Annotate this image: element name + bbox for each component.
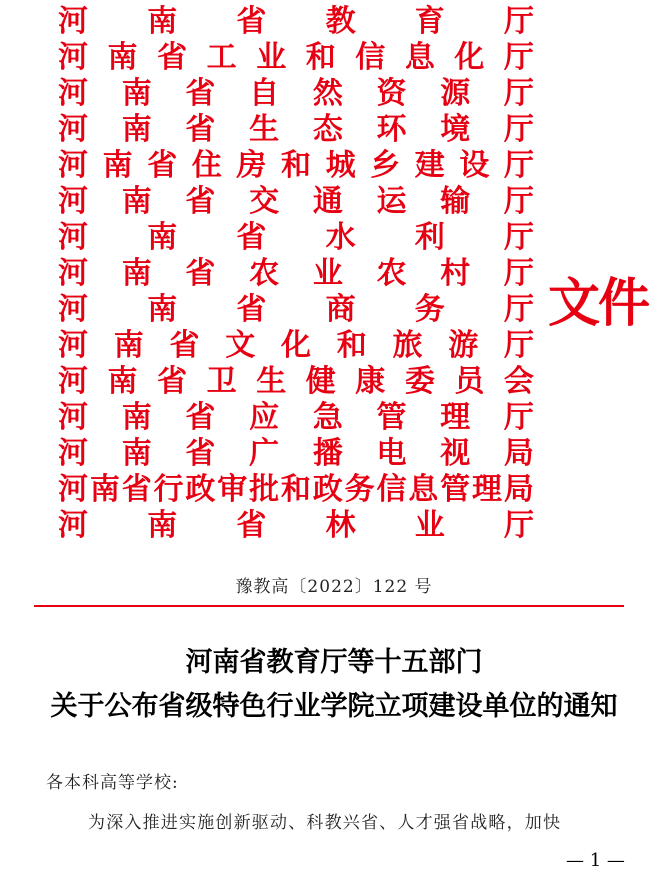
agency-name-char: 政 bbox=[185, 472, 216, 507]
agency-name-row bbox=[58, 77, 534, 111]
agency-name-char: 省 bbox=[121, 472, 152, 507]
agency-name-char: 管 bbox=[440, 472, 471, 507]
agency-name-row bbox=[58, 257, 534, 291]
agency-name-char: 厅 bbox=[503, 400, 534, 435]
agency-name-char: 厅 bbox=[504, 328, 534, 363]
agency-name-char: 省 bbox=[185, 436, 216, 471]
agency-name-char: 康 bbox=[355, 364, 386, 399]
agency-name-row bbox=[58, 473, 534, 507]
agency-name-char: 信 bbox=[376, 472, 407, 507]
agency-name-char: 业 bbox=[414, 508, 445, 543]
agency-name-char: 环 bbox=[376, 112, 407, 147]
agency-name-char: 南 bbox=[147, 508, 178, 543]
agency-name-char: 业 bbox=[312, 256, 343, 291]
agency-name-char: 厅 bbox=[503, 292, 534, 327]
agency-name-char: 行 bbox=[153, 472, 184, 507]
agency-name-char: 南 bbox=[147, 292, 178, 327]
agency-name-char: 旅 bbox=[392, 328, 423, 363]
agency-name-char: 源 bbox=[440, 76, 471, 111]
agency-name-char: 商 bbox=[325, 292, 356, 327]
agency-name-char: 生 bbox=[249, 112, 280, 147]
agency-name-char: 河 bbox=[58, 328, 88, 363]
agency-name-char: 省 bbox=[236, 220, 267, 255]
agency-name-char: 息 bbox=[404, 40, 435, 75]
agency-name-char: 设 bbox=[459, 148, 490, 183]
agency-name-char: 信 bbox=[355, 40, 386, 75]
red-divider-line bbox=[34, 605, 624, 607]
agency-name-char: 河 bbox=[58, 184, 88, 219]
agency-name-char: 南 bbox=[121, 256, 152, 291]
agency-name-char: 业 bbox=[256, 40, 287, 75]
agency-name-char: 南 bbox=[107, 364, 138, 399]
agency-name-char: 河 bbox=[58, 40, 88, 75]
agency-name-char: 境 bbox=[440, 112, 471, 147]
agency-name-char: 林 bbox=[325, 508, 356, 543]
agency-name-char: 省 bbox=[236, 292, 267, 327]
agency-name-row bbox=[58, 401, 534, 435]
agency-name-char: 建 bbox=[414, 148, 445, 183]
agency-name-char: 省 bbox=[185, 112, 216, 147]
document-number: 豫教高〔2022〕122 号 bbox=[235, 577, 433, 597]
agency-name-char: 利 bbox=[414, 220, 445, 255]
agency-name-char: 批 bbox=[249, 472, 280, 507]
agency-name-char: 文 bbox=[225, 328, 256, 363]
agency-name-char: 乡 bbox=[370, 148, 401, 183]
agency-name-char: 省 bbox=[236, 508, 267, 543]
agency-name-char: 河 bbox=[58, 220, 88, 255]
agency-name-row bbox=[58, 149, 534, 183]
agency-name-row bbox=[58, 437, 534, 471]
page-number: — 1 — bbox=[566, 850, 625, 871]
agency-name-char: 健 bbox=[305, 364, 336, 399]
agency-name-char: 输 bbox=[440, 184, 471, 219]
agency-name-char: 化 bbox=[454, 40, 485, 75]
agency-name-row bbox=[58, 41, 534, 75]
agency-name-char: 水 bbox=[325, 220, 356, 255]
document-title-line-1: 河南省教育厅等十五部门 bbox=[185, 647, 483, 678]
agency-name-char: 河 bbox=[58, 400, 88, 435]
agency-name-char: 农 bbox=[249, 256, 280, 291]
agency-name-char: 省 bbox=[185, 184, 216, 219]
body-paragraph-line: 为深入推进实施创新驱动、科教兴省、人才强省战略，加快 bbox=[88, 813, 562, 833]
agency-name-char: 南 bbox=[147, 4, 178, 39]
agency-name-char: 厅 bbox=[503, 40, 534, 75]
agency-name-char: 理 bbox=[440, 400, 471, 435]
agency-name-char: 南 bbox=[121, 184, 152, 219]
agency-name-char: 河 bbox=[58, 4, 88, 39]
salutation: 各本科高等学校: bbox=[46, 773, 179, 793]
agency-name-char: 南 bbox=[121, 76, 152, 111]
agency-name-char: 厅 bbox=[503, 76, 534, 111]
document-label: 文件 bbox=[548, 273, 649, 334]
agency-name-char: 和 bbox=[336, 328, 367, 363]
agency-name-char: 省 bbox=[236, 4, 267, 39]
agency-name-char: 委 bbox=[404, 364, 435, 399]
agency-name-char: 务 bbox=[414, 292, 445, 327]
agency-name-char: 游 bbox=[448, 328, 479, 363]
agency-name-char: 河 bbox=[58, 148, 88, 183]
agency-name-char: 态 bbox=[312, 112, 343, 147]
agency-name-char: 南 bbox=[89, 472, 120, 507]
agency-name-char: 播 bbox=[312, 436, 343, 471]
agency-name-char: 通 bbox=[312, 184, 343, 219]
agency-name-char: 急 bbox=[312, 400, 343, 435]
agency-name-char: 厅 bbox=[503, 508, 534, 543]
agency-name-char: 息 bbox=[408, 472, 439, 507]
agency-name-char: 河 bbox=[58, 508, 88, 543]
agency-name-char: 厅 bbox=[503, 256, 534, 291]
agency-name-char: 会 bbox=[503, 364, 534, 399]
agency-name-row bbox=[58, 329, 534, 363]
agency-name-char: 南 bbox=[113, 328, 144, 363]
agency-name-row bbox=[58, 221, 534, 255]
agency-name-char: 教 bbox=[325, 4, 356, 39]
agency-name-char: 村 bbox=[440, 256, 471, 291]
agency-name-char: 河 bbox=[58, 256, 88, 291]
agency-name-char: 省 bbox=[185, 76, 216, 111]
agency-name-char: 厅 bbox=[503, 220, 534, 255]
agency-name-char: 和 bbox=[305, 40, 336, 75]
agency-name-char: 员 bbox=[454, 364, 485, 399]
agency-name-char: 育 bbox=[414, 4, 445, 39]
agency-name-char: 南 bbox=[121, 112, 152, 147]
agency-name-char: 自 bbox=[249, 76, 280, 111]
agency-name-char: 卫 bbox=[206, 364, 237, 399]
agency-name-char: 和 bbox=[280, 472, 311, 507]
agency-name-char: 河 bbox=[58, 364, 88, 399]
agency-name-row bbox=[58, 293, 534, 327]
agency-name-char: 南 bbox=[102, 148, 133, 183]
agency-name-char: 管 bbox=[376, 400, 407, 435]
agency-name-char: 农 bbox=[376, 256, 407, 291]
document-title-line-2: 关于公布省级特色行业学院立项建设单位的通知 bbox=[50, 691, 618, 722]
agency-name-char: 省 bbox=[157, 40, 188, 75]
agency-name-char: 审 bbox=[217, 472, 248, 507]
agency-name-row bbox=[58, 509, 534, 543]
agency-name-row bbox=[58, 113, 534, 147]
agency-name-char: 省 bbox=[185, 256, 216, 291]
agency-name-char: 省 bbox=[169, 328, 200, 363]
agency-name-char: 河 bbox=[58, 292, 88, 327]
agency-name-char: 交 bbox=[249, 184, 280, 219]
agency-name-char: 厅 bbox=[503, 184, 534, 219]
agency-name-char: 然 bbox=[312, 76, 343, 111]
agency-name-char: 生 bbox=[256, 364, 287, 399]
agency-name-char: 南 bbox=[121, 436, 152, 471]
agency-name-char: 资 bbox=[376, 76, 407, 111]
agency-name-char: 和 bbox=[280, 148, 311, 183]
agency-name-char: 厅 bbox=[503, 148, 534, 183]
agency-name-char: 住 bbox=[191, 148, 222, 183]
agency-name-char: 省 bbox=[185, 400, 216, 435]
agency-name-char: 厅 bbox=[503, 4, 534, 39]
agency-name-char: 视 bbox=[440, 436, 471, 471]
agency-name-char: 河 bbox=[58, 472, 88, 507]
agency-name-char: 电 bbox=[376, 436, 407, 471]
agency-name-row bbox=[58, 5, 534, 39]
agency-name-char: 运 bbox=[376, 184, 407, 219]
agency-name-char: 城 bbox=[325, 148, 356, 183]
agency-name-char: 局 bbox=[503, 472, 534, 507]
agency-name-char: 河 bbox=[58, 436, 88, 471]
agency-name-char: 房 bbox=[236, 148, 267, 183]
agency-name-char: 理 bbox=[471, 472, 502, 507]
agency-name-char: 局 bbox=[503, 436, 534, 471]
agency-name-char: 广 bbox=[249, 436, 280, 471]
agency-name-char: 河 bbox=[58, 76, 88, 111]
agency-name-char: 南 bbox=[121, 400, 152, 435]
agency-name-char: 省 bbox=[157, 364, 188, 399]
agency-name-char: 政 bbox=[312, 472, 343, 507]
agency-name-row bbox=[58, 365, 534, 399]
agency-name-char: 南 bbox=[147, 220, 178, 255]
agency-name-char: 省 bbox=[147, 148, 178, 183]
agency-name-char: 厅 bbox=[503, 112, 534, 147]
agency-name-row bbox=[58, 185, 534, 219]
agency-name-char: 化 bbox=[281, 328, 311, 363]
agency-name-char: 河 bbox=[58, 112, 88, 147]
agency-name-char: 工 bbox=[206, 40, 237, 75]
agency-name-char: 务 bbox=[344, 472, 375, 507]
agency-name-char: 南 bbox=[107, 40, 138, 75]
agency-name-char: 应 bbox=[249, 400, 280, 435]
